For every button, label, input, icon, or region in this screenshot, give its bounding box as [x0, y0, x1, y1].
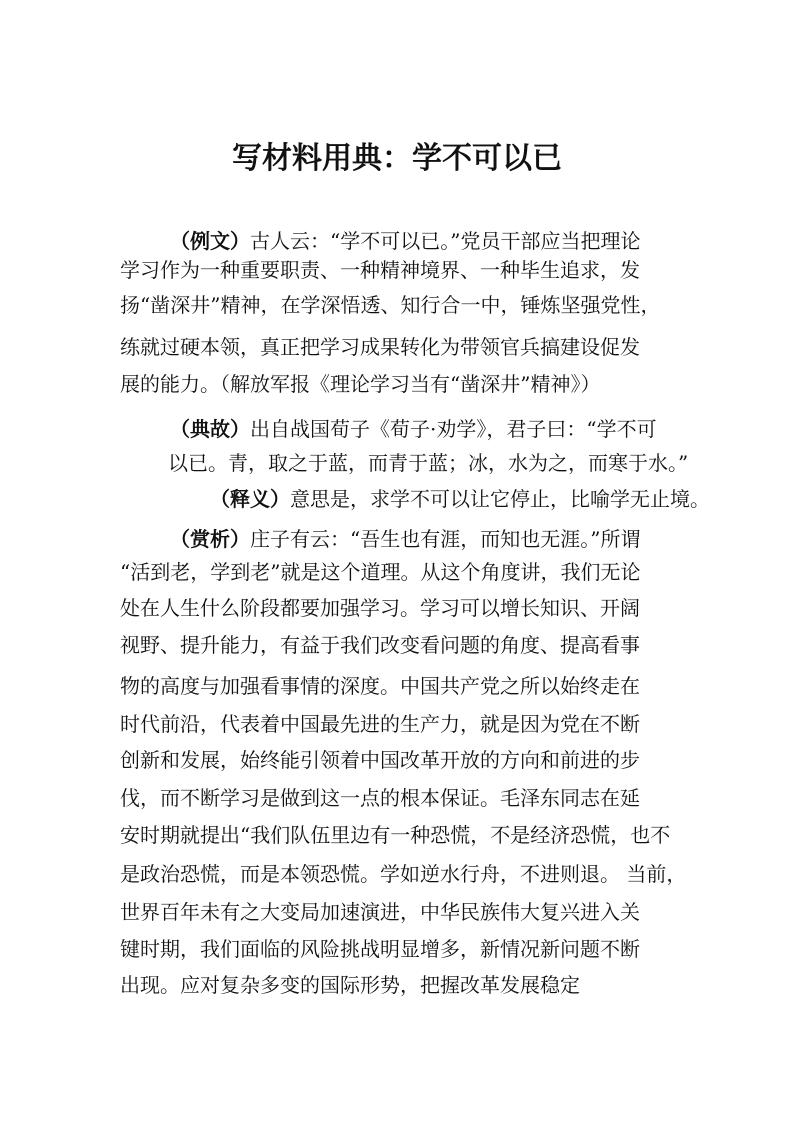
example-line-1 — [170, 229, 640, 253]
appreciation-line-11: 世界百年未有之大变局加速演进，中华民族伟大复兴进入关 — [120, 900, 640, 924]
appreciation-line-9: 安时期就提出“我们队伍里边有一种恐慌，不是经济恐慌，也不 — [120, 823, 671, 847]
allusion-line-2: 以已。青，取之于蓝，而青于蓝；冰，水为之，而寒于水。” — [168, 451, 689, 475]
meaning-text-1: 意思是，求学不可以让它停止，比喻学无止境。 — [290, 487, 710, 511]
appreciation-line-10: 是政治恐慌，而是本领恐慌。学如逆水行舟，不进则退。 当前， — [120, 862, 687, 886]
appreciation-line-5: 物的高度与加强看事情的深度。中国共产党之所以始终走在 — [120, 674, 640, 698]
example-line-5: 展的能力。（解放军报《理论学习当有“凿深井”精神》） — [120, 372, 601, 396]
appreciation-line-13: 出现。应对复杂多变的国际形势，把握改革发展稳定 — [120, 973, 580, 997]
document-title: 写材料用典：学不可以已 — [232, 141, 562, 176]
example-line-4: 练就过硬本领，真正把学习成果转化为带领官兵搞建设促发 — [120, 335, 640, 359]
appreciation-line-12: 键时期，我们面临的风险挑战明显增多，新情况新问题不断 — [120, 937, 640, 961]
appreciation-line-7: 创新和发展，始终能引领着中国改革开放的方向和前进的步 — [120, 748, 640, 772]
appreciation-text-1: 庄子有云：“吾生也有涯，而知也无涯。”所谓 — [250, 527, 641, 551]
appreciation-line-2: “活到老，学到老”就是这个道理。从这个角度讲，我们无论 — [120, 560, 641, 584]
appreciation-line-1 — [170, 527, 640, 551]
meaning-heading: （释义） — [210, 487, 290, 511]
meaning-line-1 — [210, 487, 710, 511]
example-line-2: 学习作为一种重要职责、一种精神境界、一种毕生追求，发 — [120, 258, 640, 282]
allusion-heading: （典故） — [170, 417, 250, 441]
allusion-line-1 — [170, 417, 657, 441]
example-heading: （例文） — [170, 229, 250, 253]
appreciation-line-8: 伐，而不断学习是做到这一点的根本保证。毛泽东同志在延 — [120, 786, 640, 810]
appreciation-line-4: 视野、提升能力，有益于我们改变看问题的角度、提高看事 — [120, 633, 640, 657]
appreciation-line-6: 时代前沿，代表着中国最先进的生产力，就是因为党在不断 — [120, 712, 640, 736]
allusion-text-1: 出自战国荀子《荀子·劝学》，君子曰：“学不可 — [250, 417, 657, 441]
appreciation-heading: （赏析） — [170, 527, 250, 551]
example-line-3: 扬“凿深井”精神，在学深悟透、知行合一中，锤炼坚强党性， — [120, 293, 661, 317]
example-text-1: 古人云：“学不可以已。”党员干部应当把理论 — [250, 229, 641, 253]
appreciation-line-3: 处在人生什么阶段都要加强学习。学习可以增长知识、开阔 — [120, 596, 640, 620]
